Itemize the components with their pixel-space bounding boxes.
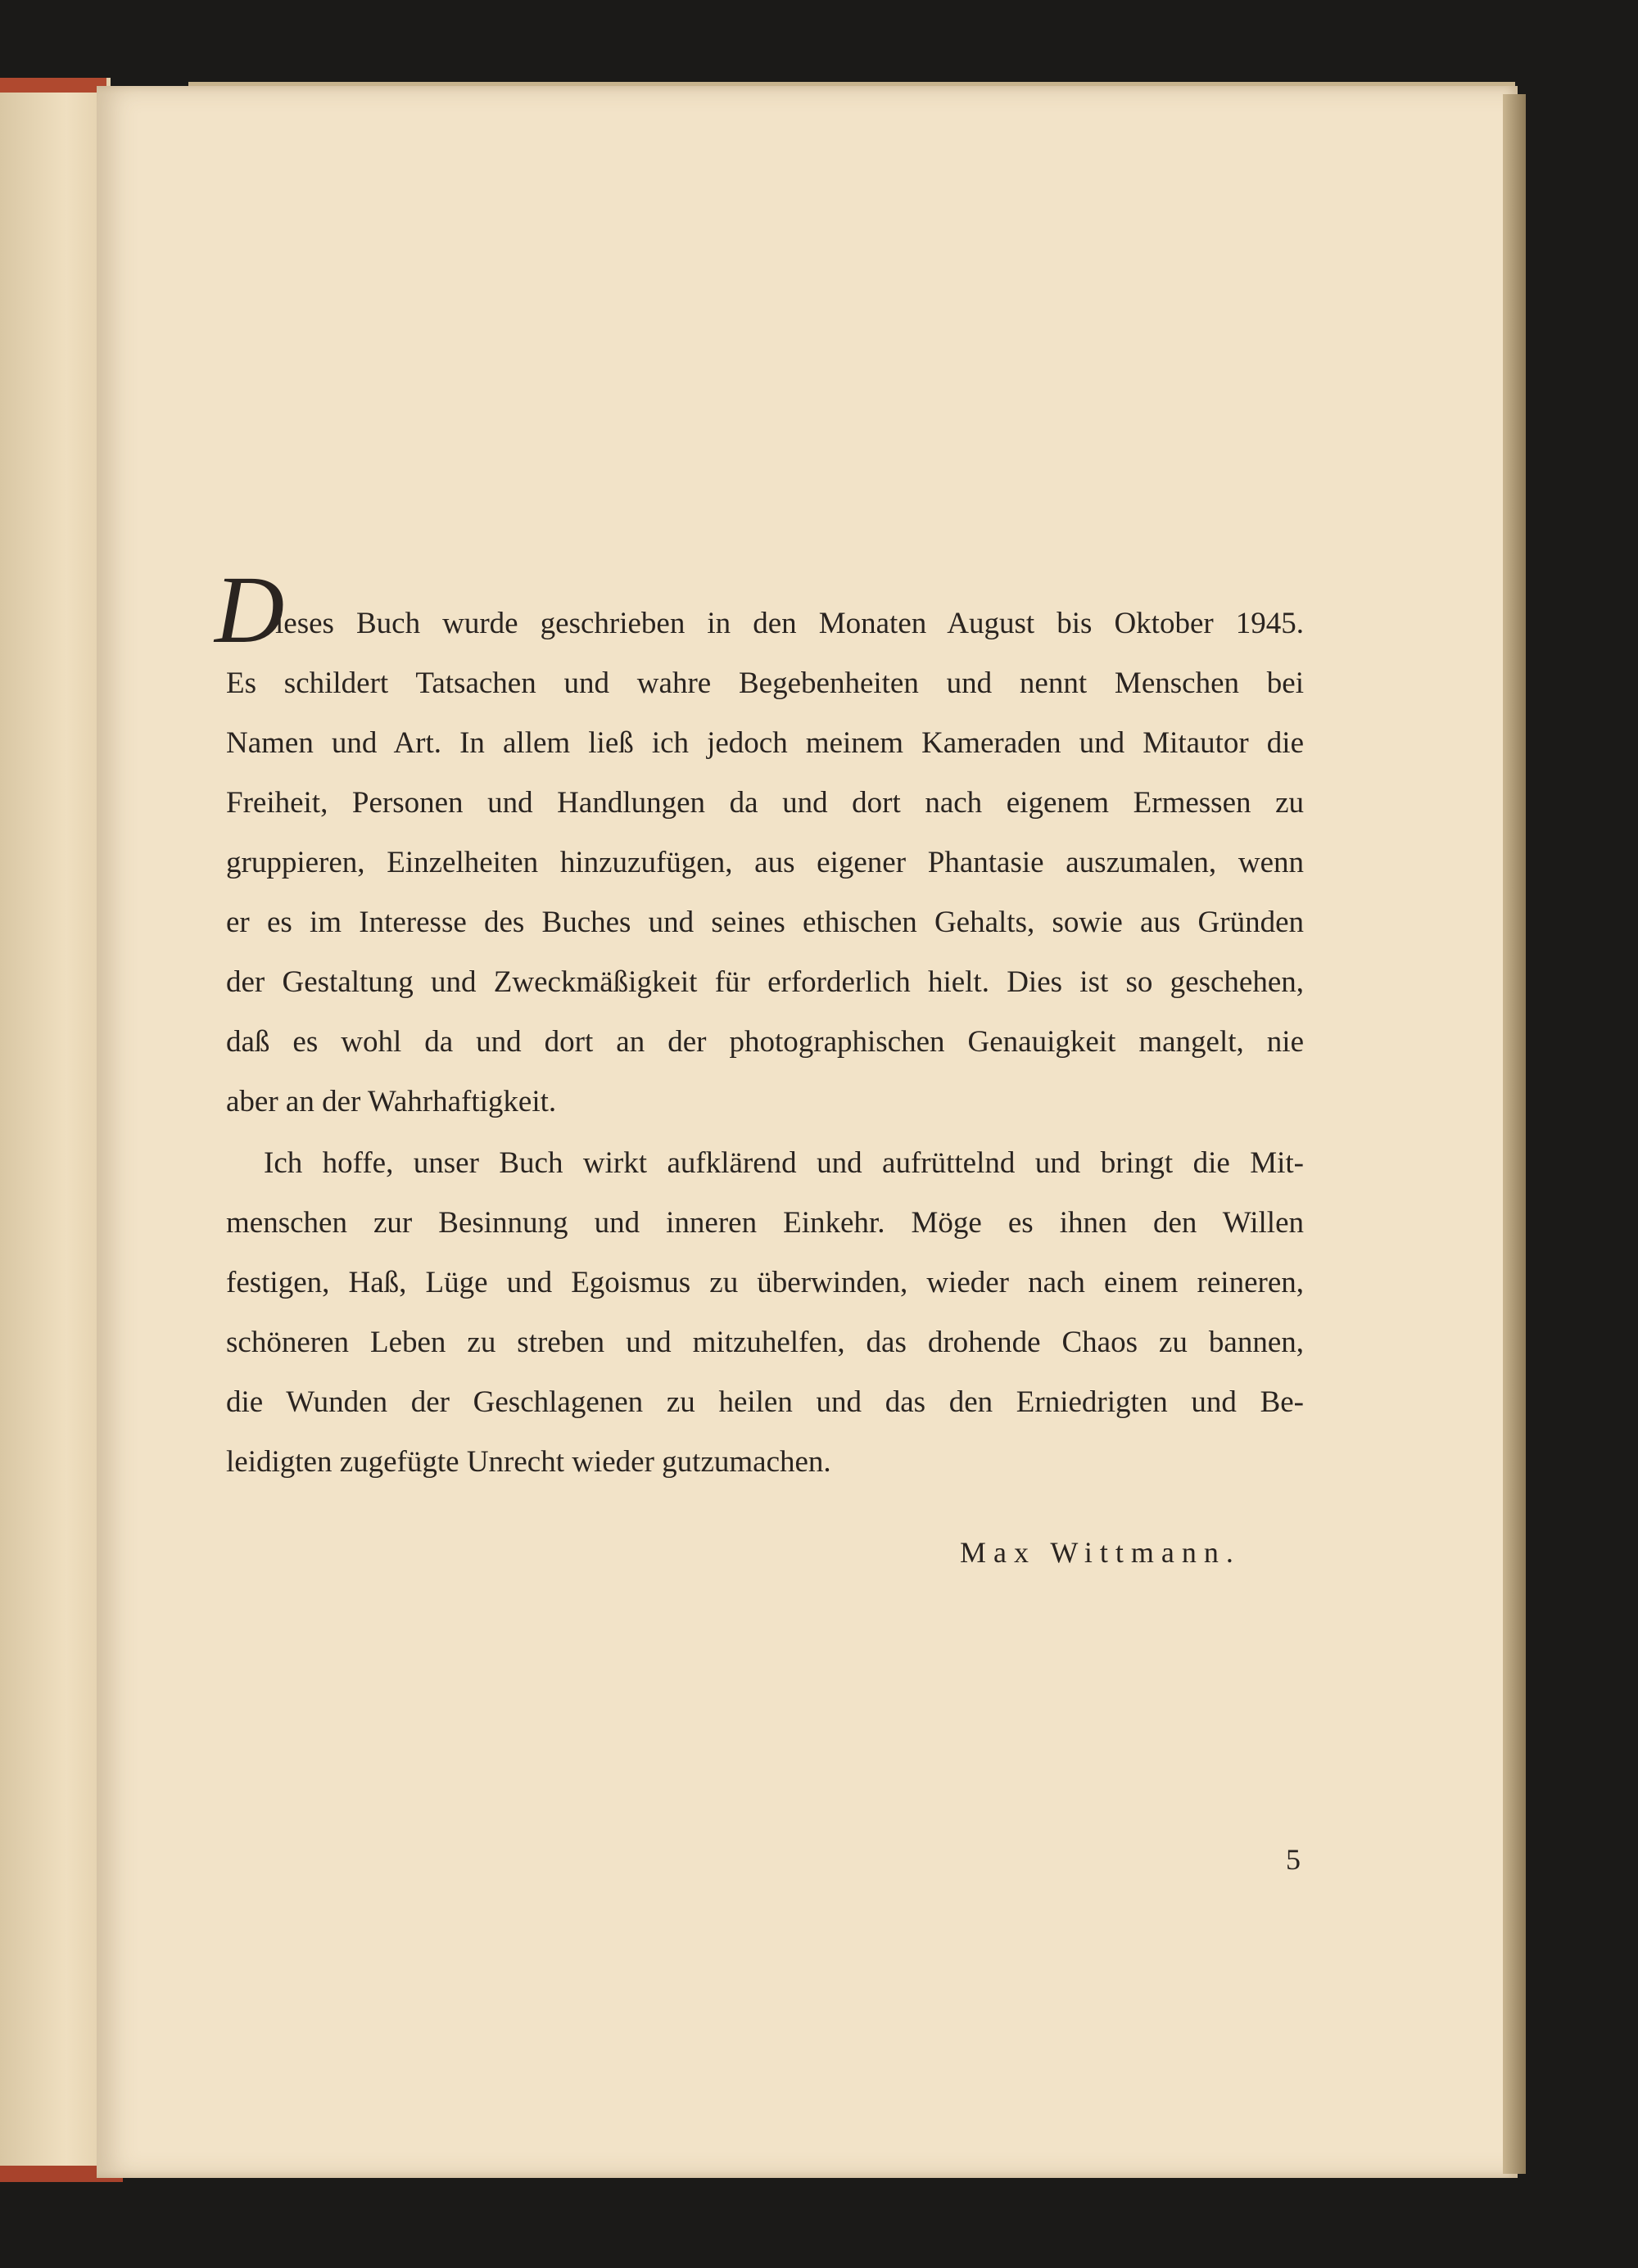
- text-line: ieses Buch wurde geschrieben in den Monaten August bis Oktober 1945.: [275, 607, 1304, 640]
- left-page: [0, 78, 111, 2182]
- page-number: 5: [1286, 1843, 1301, 1876]
- signature: Max Wittmann.: [960, 1536, 1241, 1569]
- text-line: schöneren Leben zu streben und mitzuhelfen, das drohende Chaos zu bannen,: [226, 1326, 1304, 1359]
- text-line: aber an der Wahrhaftigkeit.: [226, 1085, 557, 1118]
- text-line: festigen, Haß, Lüge und Egoismus zu überwinden, wieder nach einem reineren,: [226, 1266, 1304, 1299]
- text-line: gruppieren, Einzelheiten hinzuzufügen, aus eigener Phantasie auszumalen, wenn: [226, 846, 1304, 879]
- text-line: der Gestaltung und Zweckmäßigkeit für erforderlich hielt. Dies ist so geschehen,: [226, 965, 1304, 999]
- text-line: Ich hoffe, unser Buch wirkt aufklärend und aufrüttelnd und bringt die Mit-: [264, 1146, 1304, 1180]
- text-line: Es schildert Tatsachen und wahre Begebenheiten und nennt Menschen bei: [226, 666, 1304, 700]
- text-line: menschen zur Besinnung und inneren Einkehr. Möge es ihnen den Willen: [226, 1206, 1304, 1240]
- text-line: leidigten zugefügte Unrecht wieder gutzumachen.: [226, 1445, 831, 1479]
- page-stack-edge: [1503, 94, 1526, 2174]
- book-cover-edge: [0, 78, 106, 93]
- text-line: die Wunden der Geschlagenen zu heilen und das den Erniedrigten und Be-: [226, 1385, 1304, 1419]
- right-page: [97, 86, 1518, 2178]
- text-line: er es im Interesse des Buches und seines ethischen Gehalts, sowie aus Gründen: [226, 906, 1304, 939]
- text-line: Freiheit, Personen und Handlungen da und dort nach eigenem Ermessen zu: [226, 786, 1304, 820]
- text-line: Namen und Art. In allem ließ ich jedoch meinem Kameraden und Mitautor die: [226, 726, 1304, 760]
- drop-cap: D: [215, 556, 285, 663]
- text-line: daß es wohl da und dort an der photographischen Genauigkeit mangelt, nie: [226, 1025, 1304, 1059]
